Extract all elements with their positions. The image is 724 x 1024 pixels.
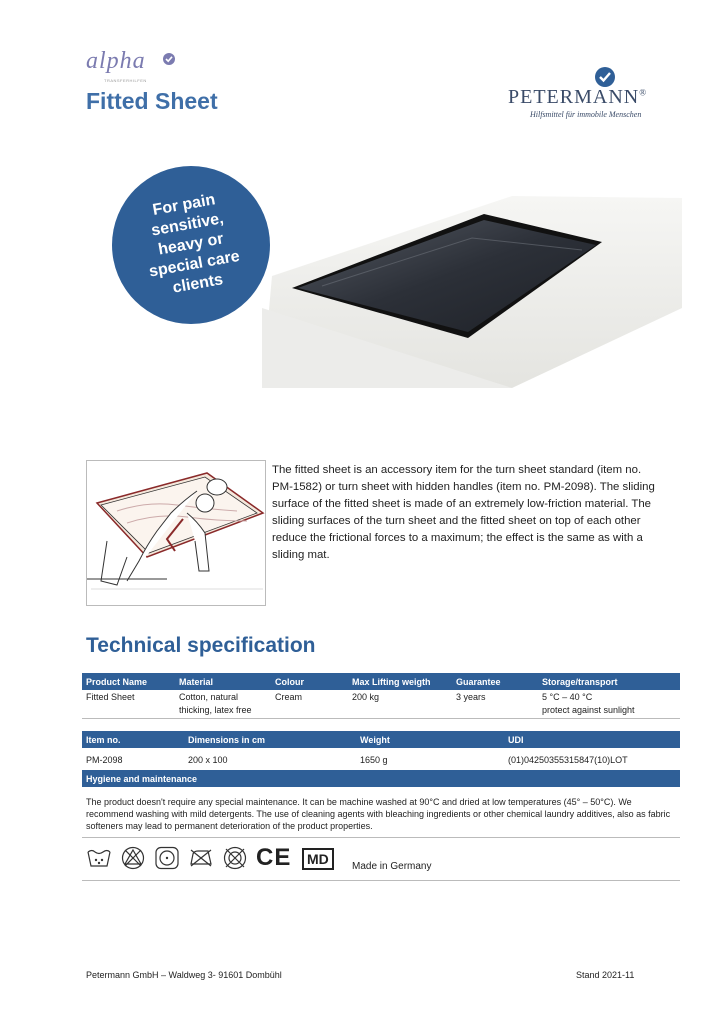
item-table-header (82, 731, 680, 748)
spec-table-header (82, 673, 680, 690)
no-iron-icon (188, 846, 214, 870)
no-bleach-icon (120, 846, 146, 870)
spec-header-material: Material (179, 677, 214, 687)
page-title: Fitted Sheet (86, 88, 218, 114)
registered-mark: ® (639, 87, 648, 98)
spec-cell-max-weight: 200 kg (352, 692, 380, 702)
spec-header-guarantee: Guarantee (456, 677, 501, 687)
item-header-weight: Weight (360, 735, 390, 745)
md-mark: MD (302, 848, 334, 870)
spec-cell-material-2: thicking, latex free (179, 705, 252, 715)
spec-table-rule (82, 718, 680, 719)
item-cell-item-no: PM-2098 (86, 755, 123, 765)
petermann-wordmark: PETERMANN (508, 86, 640, 108)
alpha-logo-wordmark: alpha (86, 48, 146, 74)
footer-address: Petermann GmbH – Waldweg 3- 91601 Dombühl (86, 970, 282, 980)
product-description: The fitted sheet is an accessory item for the turn sheet standard (item no. PM-1582) or turn sheet with hidden handles (item no. PM-2098). The sliding surface of the fitted sheet is made of an extremely low-friction material. The sliding surfaces of the turn sheet and the fitted sheet on top of each other reduce the frictional forces to a maximum; the effect is the same as with a sliding mat. (272, 464, 655, 561)
spec-cell-product: Fitted Sheet (86, 692, 135, 702)
item-cell-weight: 1650 g (360, 755, 388, 765)
alpha-logo-subtitle: TRANSFERHILFEN (104, 78, 147, 83)
hero-badge (112, 166, 270, 324)
hygiene-text: The product doesn't require any special maintenance. It can be machine washed at 90°C and dried at low temperatures (45° – 50°C). We recommend washing with mild detergents. The use of cleaning agents with bleaching ingredients or other chemical laundry additives, also as fabric softeners may lead to permanent deterioration of the product properties. (86, 797, 671, 831)
tumble-dry-icon (154, 846, 180, 870)
spec-header-storage: Storage/transport (542, 677, 618, 687)
spec-cell-colour: Cream (275, 692, 303, 702)
spec-header-product: Product Name (86, 677, 148, 687)
spec-header-colour: Colour (275, 677, 304, 687)
made-in-germany: Made in Germany (352, 861, 432, 872)
petermann-tagline: Hilfsmittel für immobile Menschen (530, 110, 642, 119)
spec-cell-guarantee: 3 years (456, 692, 486, 702)
spec-cell-storage-2: protect against sunlight (542, 705, 635, 715)
item-cell-udi: (01)04250355315847(10)LOT (508, 755, 628, 765)
spec-cell-material-1: Cotton, natural (179, 692, 239, 702)
footer-date: Stand 2021-11 (576, 970, 635, 980)
hero-badge-text: For pain sensitive, heavy or special care clients (147, 191, 241, 297)
technical-specification-heading: Technical specification (86, 634, 316, 657)
alpha-check-icon (162, 52, 176, 66)
item-header-item-no: Item no. (86, 735, 121, 745)
no-dry-clean-icon (222, 846, 248, 870)
item-header-dimensions: Dimensions in cm (188, 735, 266, 745)
petermann-check-icon (594, 66, 616, 88)
hygiene-heading: Hygiene and maintenance (86, 774, 198, 784)
hygiene-header (82, 770, 680, 787)
alpha-logo (86, 48, 196, 88)
caregiver-illustration (86, 460, 266, 606)
product-photo (262, 188, 682, 388)
spec-cell-storage-1: 5 °C – 40 °C (542, 692, 593, 702)
certs-rule (82, 880, 680, 881)
petermann-logo (508, 66, 678, 126)
hygiene-rule (82, 837, 680, 838)
ce-mark: CE (256, 844, 292, 871)
wash-90-icon (86, 846, 112, 870)
item-cell-dimensions: 200 x 100 (188, 755, 228, 765)
item-header-udi: UDI (508, 735, 524, 745)
spec-header-max-weight: Max Lifting weigth (352, 677, 431, 687)
